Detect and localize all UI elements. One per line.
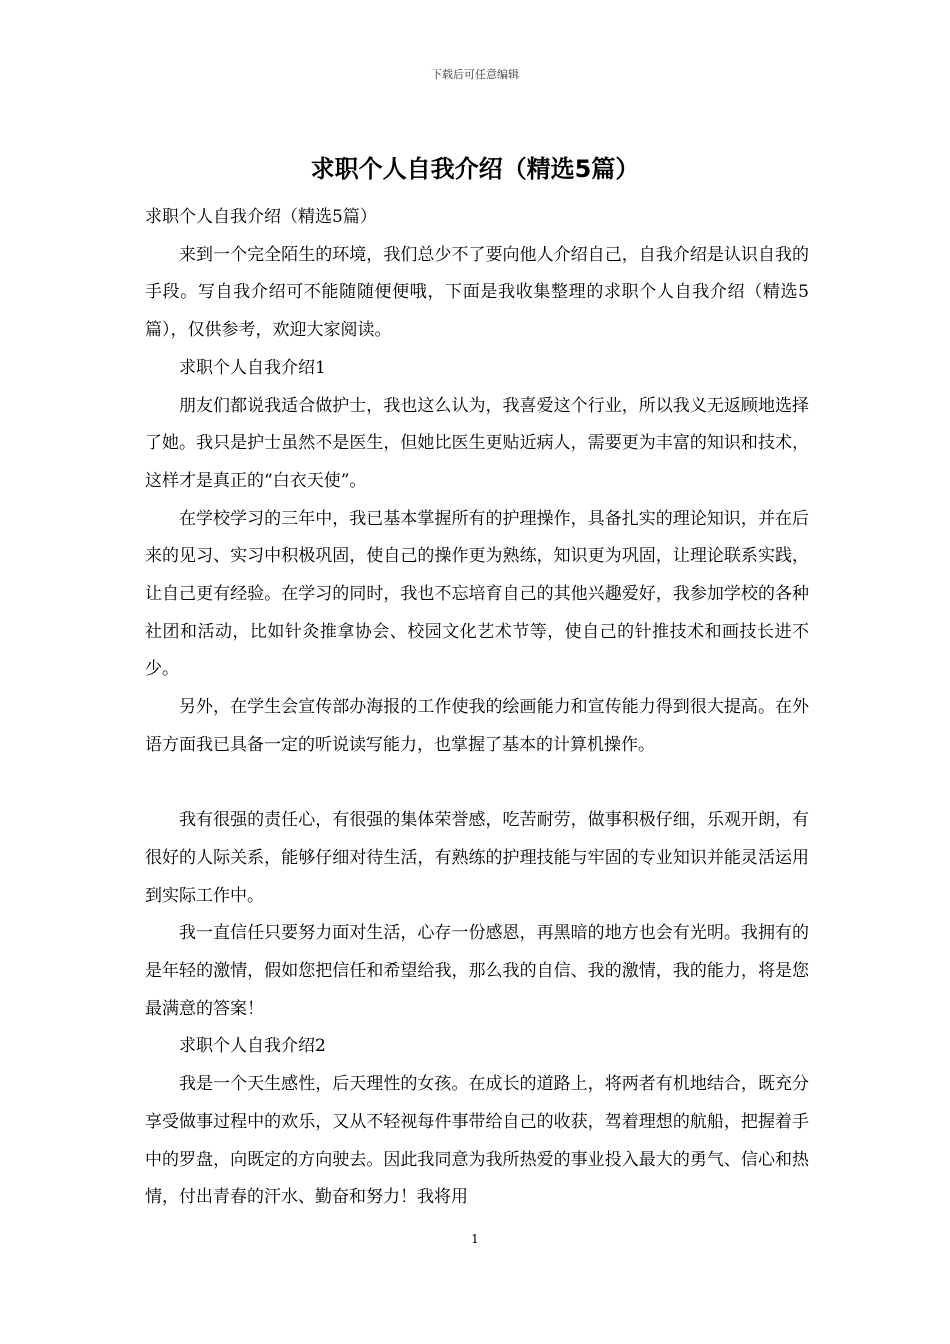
document-title: 求职个人自我介绍（精选5篇）	[310, 155, 640, 183]
document-subtitle: 求职个人自我介绍（精选5篇）	[145, 207, 377, 227]
page-header-note: 下载后可任意编辑	[431, 68, 519, 81]
paragraph: 我是一个天生感性，后天理性的女孩。在成长的道路上，将两者有机地结合，既充分享受做事过程中的欢乐，又从不轻视每件事带给自己的收获，驾着理想的航船，把握着手中的罗盘，向既定的方向驶去。因此我同意为我所热爱的事业投入最大的勇气、信心和热情，付出青春的汗水、勤奋和努力！我将用	[145, 1074, 809, 1208]
paragraph: 我一直信任只要努力面对生活，心存一份感恩，再黑暗的地方也会有光明。我拥有的是年轻的激情，假如您把信任和希望给我，那么我的自信、我的激情，我的能力，将是您最满意的答案！	[145, 923, 809, 1019]
paragraph: 另外，在学生会宣传部办海报的工作使我的绘画能力和宣传能力得到很大提高。在外语方面我已具备一定的听说读写能力，也掌握了基本的计算机操作。	[145, 697, 809, 755]
document-body	[145, 199, 809, 1217]
paragraph: 我有很强的责任心，有很强的集体荣誉感，吃苦耐劳，做事积极仔细，乐观开朗，有很好的人际关系，能够仔细对待生活，有熟练的护理技能与牢固的专业知识并能灵活运用到实际工作中。	[145, 810, 809, 906]
blank-line	[145, 765, 809, 803]
intro-paragraph: 来到一个完全陌生的环境，我们总少不了要向他人介绍自己，自我介绍是认识自我的手段。写自我介绍可不能随随便便哦，下面是我收集整理的求职个人自我介绍（精选5篇），仅供参考，欢迎大家阅读。	[145, 244, 809, 341]
paragraph: 朋友们都说我适合做护士，我也这么认为，我喜爱这个行业，所以我义无返顾地选择了她。我只是护士虽然不是医生，但她比医生更贴近病人，需要更为丰富的知识和技术，这样才是真正的“白衣天使”。	[145, 395, 809, 491]
section-heading-2: 求职个人自我介绍2	[179, 1036, 326, 1057]
page-number: 1	[471, 1232, 479, 1246]
paragraph: 在学校学习的三年中，我已基本掌握所有的护理操作，具备扎实的理论知识，并在后来的见习、实习中积极巩固，使自己的操作更为熟练，知识更为巩固，让理论联系实践，让自己更有经验。在学习的同时，我也不忘培育自己的其他兴趣爱好，我参加学校的各种社团和活动，比如针灸推拿协会、校园文化艺术节等，使自己的针推技术和画技长进不少。	[145, 508, 809, 680]
section-heading-1: 求职个人自我介绍1	[179, 357, 326, 378]
